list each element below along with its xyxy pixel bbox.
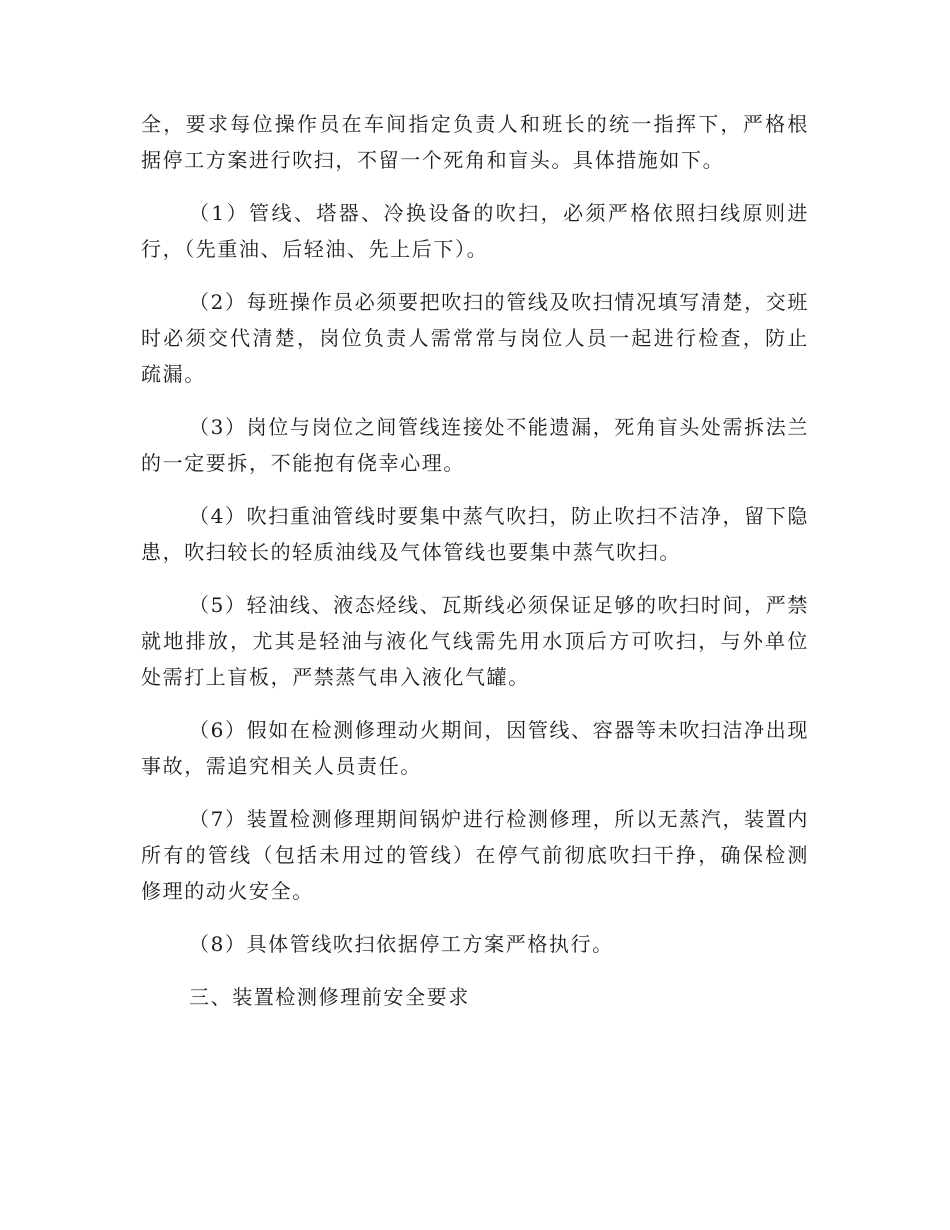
paragraph-item-2: （2）每班操作员必须要把吹扫的管线及吹扫情况填写清楚，交班时必须交代清楚，岗位负责人需常常与岗位人员一起进行检查，防止疏漏。 [141, 290, 809, 386]
paragraph-item-4: （4）吹扫重油管线时要集中蒸气吹扫，防止吹扫不洁净，留下隐患，吹扫较长的轻质油线及气体管线也要集中蒸气吹扫。 [141, 504, 809, 564]
paragraph-item-1: （1）管线、塔器、冷换设备的吹扫，必须严格依照扫线原则进行，（先重油、后轻油、先上后下）。 [141, 201, 809, 261]
document-body [141, 106, 809, 1015]
paragraph-item-6: （6）假如在检测修理动火期间，因管线、容器等未吹扫洁净出现事故，需追究相关人员责任。 [141, 718, 809, 778]
paragraph-item-3: （3）岗位与岗位之间管线连接处不能遗漏，死角盲头处需拆法兰的一定要拆，不能抱有侥幸心理。 [141, 415, 809, 475]
paragraph-item-8: （8）具体管线吹扫依据停工方案严格执行。 [189, 932, 614, 956]
section-heading: 三、装置检测修理前安全要求 [189, 985, 470, 1009]
paragraph-item-7: （7）装置检测修理期间锅炉进行检测修理，所以无蒸汽，装置内所有的管线（包括未用过的管线）在停气前彻底吹扫干挣，确保检测修理的动火安全。 [141, 807, 809, 903]
paragraph-item-5: （5）轻油线、液态烃线、瓦斯线必须保证足够的吹扫时间，严禁就地排放，尤其是轻油与液化气线需先用水顶后方可吹扫，与外单位处需打上盲板，严禁蒸气串入液化气罐。 [141, 593, 809, 689]
paragraph-continuation: 全，要求每位操作员在车间指定负责人和班长的统一指挥下，严格根据停工方案进行吹扫，不留一个死角和盲头。具体措施如下。 [141, 112, 809, 172]
